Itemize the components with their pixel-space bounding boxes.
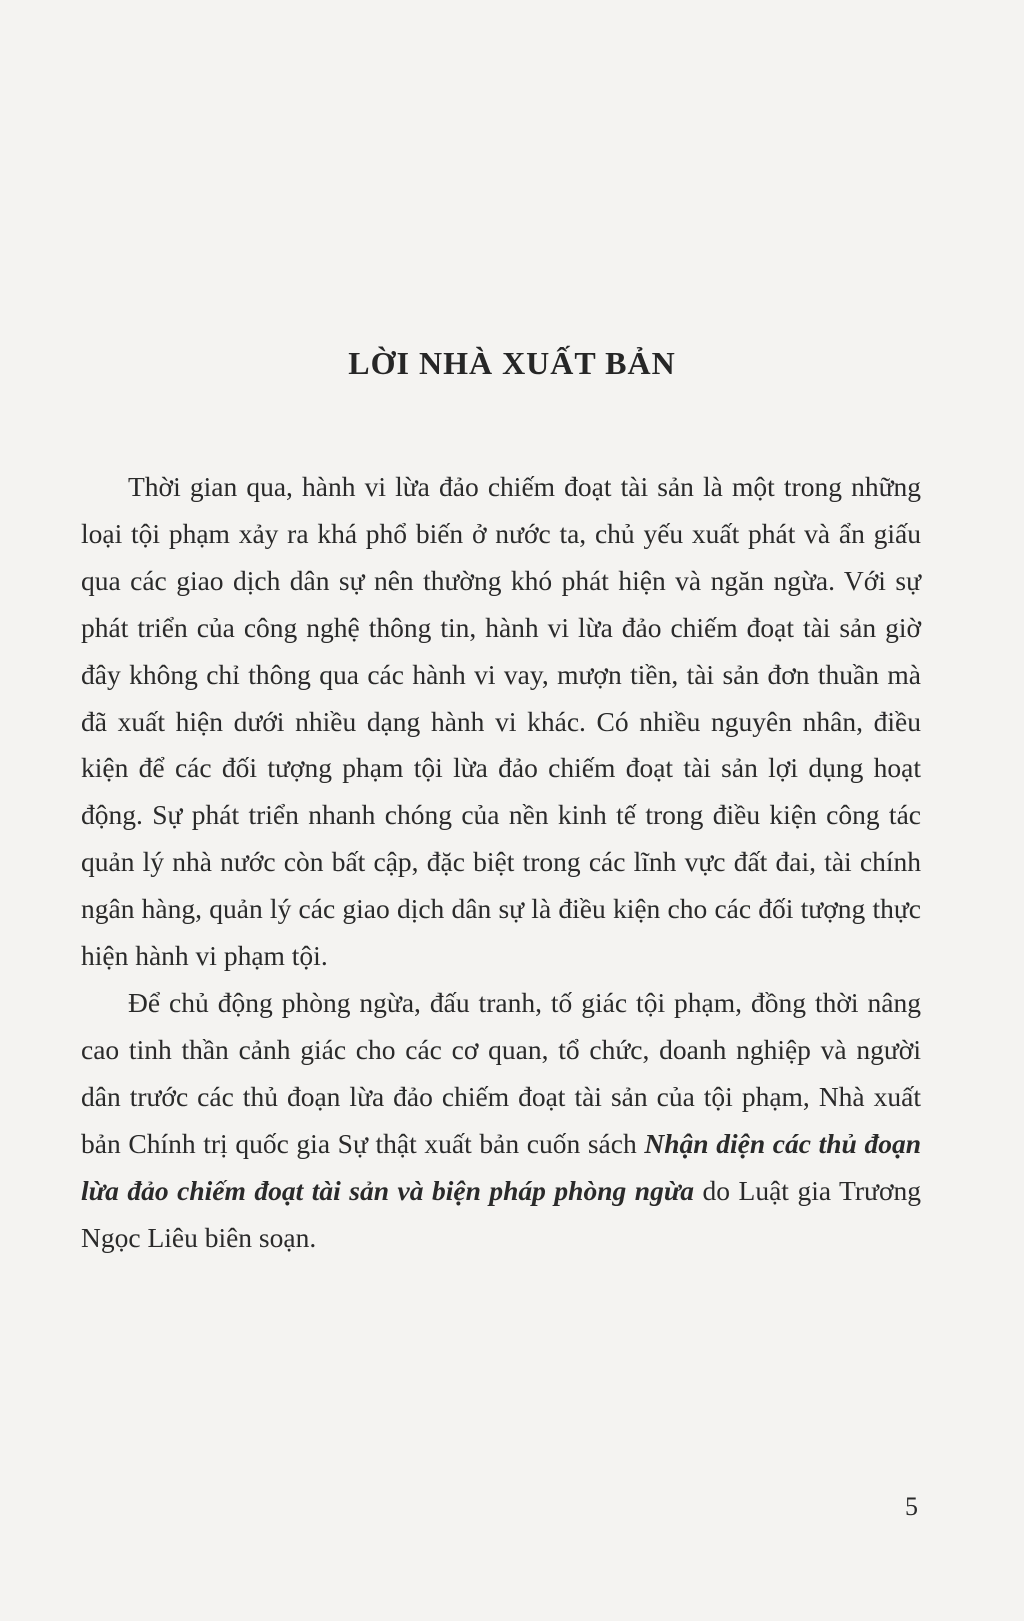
book-title: Nhận diện các thủ đoạn lừa đảo chiếm đoạt tài sản và biện pháp phòng ngừa [81,1127,921,1206]
paragraph-1: Thời gian qua, hành vi lừa đảo chiếm đoạt tài sản là một trong những loại tội phạm xảy ra khá phổ biến ở nước ta, chủ yếu xuất phát và ẩn giấu qua các giao dịch dân sự nên thường khó phát hiện và ngăn ngừa. Với sự phát triển của công nghệ thông tin, hành vi lừa đảo chiếm đoạt tài sản giờ đây không chỉ thông qua các hành vi vay, mượn tiền, tài sản đơn thuần mà đã xuất hiện dưới nhiều dạng hành vi khác. Có nhiều nguyên nhân, điều kiện để các đối tượng phạm tội lừa đảo chiếm đoạt tài sản lợi dụng hoạt động. Sự phát triển nhanh chóng của nền kinh tế trong điều kiện công tác quản lý nhà nước còn bất cập, đặc biệt trong các lĩnh vực đất đai, tài chính ngân hàng, quản lý các giao dịch dân sự là điều kiện cho các đối tượng thực hiện hành vi phạm tội. [81,471,921,972]
page-number: 5 [905,1492,918,1521]
document-body [81,464,921,1261]
bleed-through-texture [80,135,920,180]
page-heading: LỜI NHÀ XUẤT BẢN [348,345,676,381]
paragraph-2-text-before: Để chủ động phòng ngừa, đấu tranh, tố giác tội phạm, đồng thời nâng cao tinh thần cảnh giác cho các cơ quan, tổ chức, doanh nghiệp và người dân trước các thủ đoạn lừa đảo chiếm đoạt tài sản của tội phạm, Nhà xuất bản Chính trị quốc gia Sự thật xuất bản cuốn sách [81,986,921,1159]
paragraph-2 [81,980,921,1261]
paragraph-2-text-after: do Luật gia Trương Ngọc Liêu biên soạn. [81,1174,921,1253]
